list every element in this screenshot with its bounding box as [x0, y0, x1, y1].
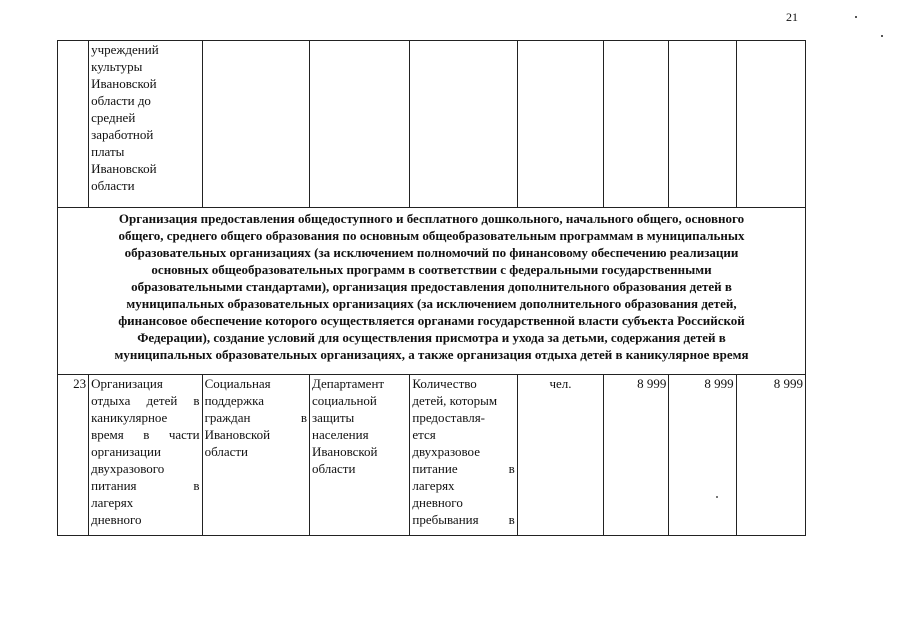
text-line: поддержка [204, 393, 265, 408]
text-line: детей, которым [412, 393, 498, 408]
text-line: общего, среднего общего образования по основным общеобразовательным программам в муниципальных [118, 228, 745, 243]
text-line [412, 460, 514, 477]
text-line: области [91, 178, 135, 193]
text-line: дневного [412, 495, 463, 510]
table-cell [309, 41, 409, 208]
table-cell [202, 41, 309, 208]
text-line: заработной [91, 127, 154, 142]
text-line: Департамент [311, 376, 385, 391]
table-cell [58, 41, 89, 208]
word: отдыха [91, 393, 131, 408]
text-line: Ивановской [311, 444, 378, 459]
table-row [58, 41, 806, 208]
text-line: муниципальных образовательных организациях (за исключением дополнительного образования детей, [126, 296, 737, 311]
value-year-1: 8 999 [604, 375, 669, 536]
text-line: населения [311, 427, 369, 442]
text-line: Организация предоставления общедоступного и бесплатного дошкольного, начального общего, основного [118, 211, 745, 226]
text-line [91, 426, 199, 443]
text-line: учреждений [91, 42, 159, 57]
text-line: Социальная [204, 376, 271, 391]
scan-speck [881, 35, 883, 37]
word: время [91, 427, 124, 442]
text-line: области [311, 461, 356, 476]
text-line [91, 392, 199, 409]
text-line [205, 409, 307, 426]
indicator-name [89, 375, 202, 536]
text-line: Количество [412, 376, 477, 391]
text-line: платы [91, 144, 125, 159]
scan-speck [855, 16, 857, 18]
word: в [300, 410, 307, 425]
indicator-name-continued [89, 41, 202, 208]
word: в [508, 461, 515, 476]
table-cell [604, 41, 669, 208]
row-number: 23 [58, 375, 89, 536]
text-line: области до [91, 93, 151, 108]
text-line: Ивановской [91, 76, 157, 91]
section-header [58, 208, 806, 375]
word: детей [146, 393, 178, 408]
text-line: Федерации), создание условий для осуществления присмотра и ухода за детьми, содержания детей в [137, 330, 726, 345]
text-line: лагерях [412, 478, 455, 493]
word: в [508, 512, 515, 527]
text-line: основных общеобразовательных программ в соответствии с федеральными государственными [151, 262, 712, 277]
word: в [143, 427, 150, 442]
text-line: области [204, 444, 249, 459]
value-year-2: 8 999 [669, 375, 736, 536]
executor-name [309, 375, 409, 536]
text-line: Организация [91, 376, 163, 391]
text-line: двухразовое [412, 444, 480, 459]
text-line [91, 477, 199, 494]
program-name [202, 375, 309, 536]
text-line: образовательных организациях (за исключением полномочий по финансовому обеспечению реализации [124, 245, 739, 260]
table-row [58, 375, 806, 536]
text-line: каникулярное [91, 410, 168, 425]
page-number: 21 [786, 10, 798, 24]
text-line: социальной [311, 393, 377, 408]
text-line: образовательными стандартами), организация предоставления дополнительного образования детей в [131, 279, 732, 294]
text-line: дневного [91, 512, 142, 527]
table-cell [410, 41, 517, 208]
text-line: средней [91, 110, 136, 125]
table-cell [517, 41, 603, 208]
text-line: финансовое обеспечение которого осуществляется органами государственной власти субъекта Российской [118, 313, 745, 328]
text-line: ется [412, 427, 436, 442]
text-line: муниципальных образовательных организациях, а также организация отдыха детей в каникулярное время [114, 347, 749, 362]
text-line: лагерях [91, 495, 134, 510]
word: питания [91, 478, 137, 493]
text-line: организации [91, 444, 161, 459]
word: граждан [204, 410, 251, 425]
word: пребывания [412, 512, 479, 527]
indicator-description [410, 375, 517, 536]
indicators-table [57, 40, 806, 536]
text-line: Ивановской [91, 161, 157, 176]
unit-of-measure: чел. [517, 375, 603, 536]
word: в [193, 393, 200, 408]
section-header-row [58, 208, 806, 375]
word: части [168, 427, 200, 442]
text-line: предоставля- [412, 410, 486, 425]
text-line: Ивановской [204, 427, 271, 442]
value-year-3: 8 999 [736, 375, 805, 536]
text-line: защиты [311, 410, 355, 425]
table-cell [669, 41, 736, 208]
word: в [193, 478, 200, 493]
text-line [412, 511, 514, 528]
text-line: культуры [91, 59, 143, 74]
table-cell [736, 41, 805, 208]
word: питание [412, 461, 458, 476]
text-line: двухразового [91, 461, 165, 476]
